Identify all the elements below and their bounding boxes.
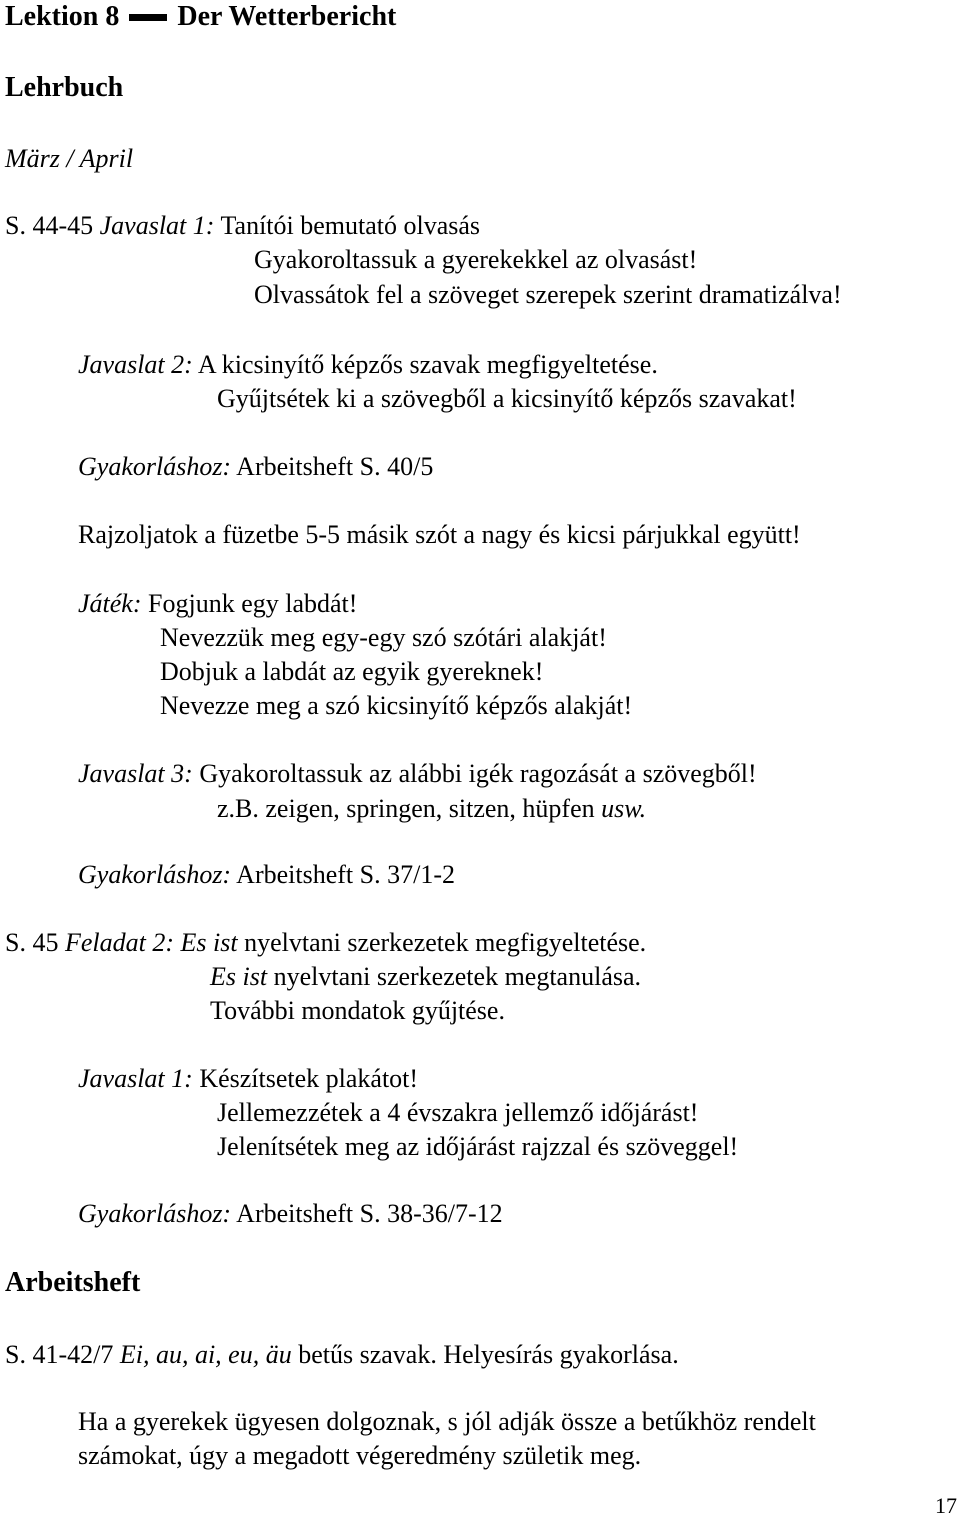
practice-ref: Arbeitsheft S. 38-36/7-12 bbox=[236, 1199, 503, 1228]
block4-line3: Jelenítsétek meg az időjárást rajzzal és szöveggel! bbox=[217, 1132, 739, 1161]
block1-line2: Gyakoroltassuk a gyerekekkel az olvasást! bbox=[254, 245, 698, 274]
suggestion-text: A kicsinyítő képzős szavak megfigyeltetése. bbox=[197, 350, 658, 379]
practice-label: Gyakorláshoz: bbox=[78, 452, 232, 481]
game-line1 bbox=[78, 589, 357, 619]
game-line4: Nevezze meg a szó kicsinyítő képzős alakját! bbox=[160, 691, 633, 720]
practice-label: Gyakorláshoz: bbox=[78, 860, 232, 889]
practice-label: Gyakorláshoz: bbox=[78, 1199, 232, 1228]
page-ref: S. 44-45 bbox=[5, 211, 94, 240]
game-label: Játék: bbox=[78, 589, 142, 618]
final-line2: számokat, úgy a megadott végeredmény születik meg. bbox=[78, 1441, 642, 1470]
es-ist-phrase: Es ist bbox=[210, 962, 268, 991]
diphthong-letters: Ei, au, ai, eu, äu bbox=[119, 1340, 292, 1369]
block1-line1 bbox=[5, 211, 480, 241]
usw-abbrev: usw. bbox=[601, 794, 647, 823]
block4-line1 bbox=[78, 1064, 418, 1094]
lesson-number: Lektion 8 bbox=[5, 1, 120, 32]
section-heading-arbeitsheft: Arbeitsheft bbox=[5, 1267, 141, 1298]
task2-line3: További mondatok gyűjtése. bbox=[210, 996, 505, 1025]
task-label: Feladat 2: bbox=[64, 928, 174, 957]
block3-line1 bbox=[78, 759, 757, 789]
suggestion-text: Gyakoroltassuk az alábbi igék ragozását a szövegből! bbox=[199, 759, 757, 788]
month-label: März / April bbox=[5, 144, 134, 173]
page-number: 17 bbox=[935, 1493, 957, 1518]
game-text: Fogjunk egy labdát! bbox=[148, 589, 358, 618]
lesson-topic: Der Wetterbericht bbox=[177, 1, 397, 32]
task2-line2 bbox=[210, 962, 641, 992]
section-heading-lehrbuch: Lehrbuch bbox=[5, 72, 124, 103]
block3-line2 bbox=[217, 794, 646, 824]
arbeitsheft-text: betűs szavak. Helyesírás gyakorlása. bbox=[298, 1340, 679, 1369]
suggestion-text: Készítsetek plakátot! bbox=[199, 1064, 419, 1093]
game-line2: Nevezzük meg egy-egy szó szótári alakját! bbox=[160, 623, 607, 652]
arbeitsheft-line bbox=[5, 1340, 679, 1370]
es-ist-phrase: Es ist bbox=[180, 928, 238, 957]
task2-line1 bbox=[5, 928, 646, 958]
suggestion-label: Javaslat 2: bbox=[78, 350, 193, 379]
practice-ref: Arbeitsheft S. 37/1-2 bbox=[236, 860, 455, 889]
suggestion-label: Javaslat 3: bbox=[78, 759, 193, 788]
page-ref: S. 45 bbox=[5, 928, 59, 957]
zb-abbrev: z.B. bbox=[217, 794, 259, 823]
practice-ref: Arbeitsheft S. 40/5 bbox=[236, 452, 434, 481]
game-line3: Dobjuk a labdát az egyik gyereknek! bbox=[160, 657, 544, 686]
practice1 bbox=[78, 452, 433, 482]
final-line1: Ha a gyerekek ügyesen dolgoznak, s jól adják össze a betűkhöz rendelt bbox=[78, 1407, 816, 1436]
suggestion-label: Javaslat 1: bbox=[99, 211, 215, 240]
block2-line2: Gyűjtsétek ki a szövegből a kicsinyítő képzős szavakat! bbox=[217, 384, 797, 413]
task-text: nyelvtani szerkezetek megfigyeltetése. bbox=[244, 928, 647, 957]
title-dash bbox=[129, 14, 167, 21]
page-title bbox=[5, 2, 396, 32]
block4-line2: Jellemezzétek a 4 évszakra jellemző időjárást! bbox=[217, 1098, 699, 1127]
block1-line3: Olvassátok fel a szöveget szerepek szerint dramatizálva! bbox=[254, 280, 842, 309]
block2-line1 bbox=[78, 350, 658, 380]
task-text: nyelvtani szerkezetek megtanulása. bbox=[273, 962, 642, 991]
page-ref: S. 41-42/7 bbox=[5, 1340, 114, 1369]
suggestion-text: Tanítói bemutató olvasás bbox=[220, 211, 481, 240]
verb-list: zeigen, springen, sitzen, hüpfen bbox=[265, 794, 595, 823]
practice2 bbox=[78, 860, 455, 890]
suggestion-label: Javaslat 1: bbox=[78, 1064, 193, 1093]
practice3 bbox=[78, 1199, 503, 1229]
drawing-instruction: Rajzoljatok a füzetbe 5-5 másik szót a nagy és kicsi párjukkal együtt! bbox=[78, 520, 801, 549]
